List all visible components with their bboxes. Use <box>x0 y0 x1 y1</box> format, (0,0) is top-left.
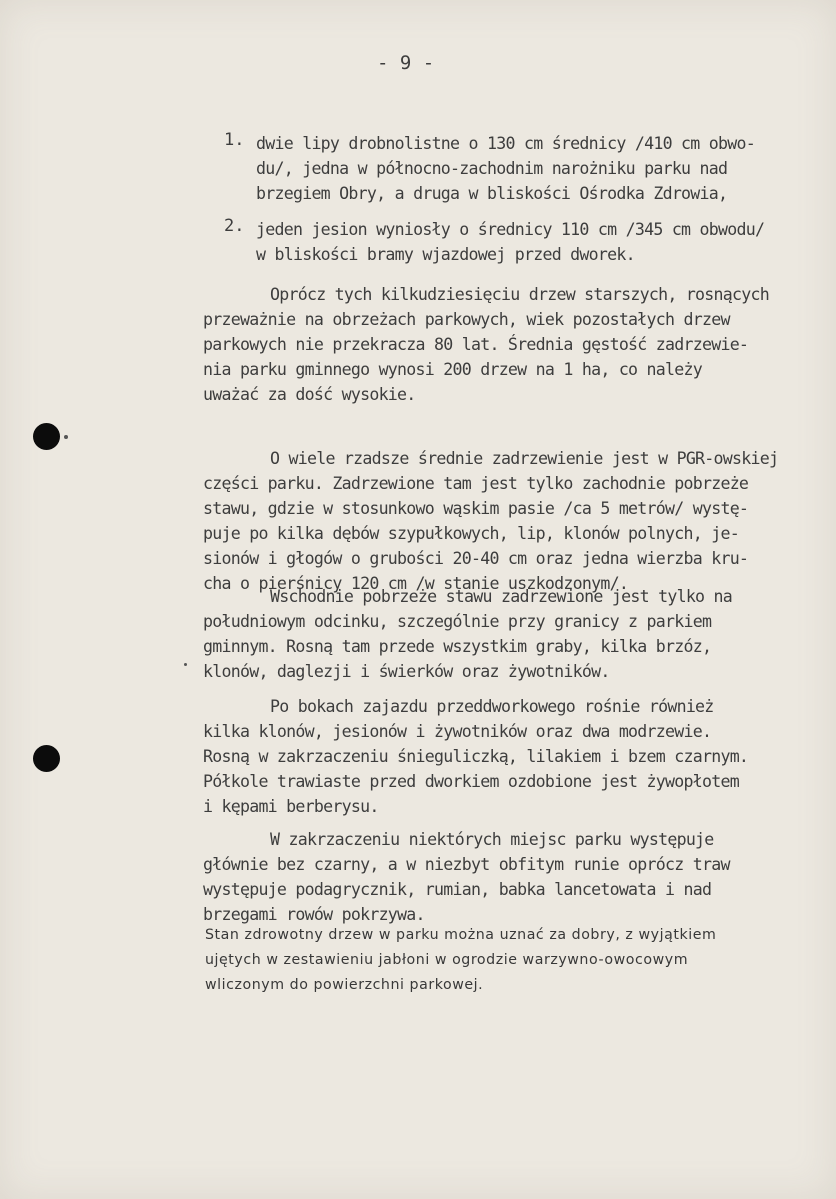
text-line: dwie lipy drobnolistne o 130 cm średnicy /410 cm obwo- <box>256 134 755 153</box>
text-line: Rosną w zakrzaczeniu śnieguliczką, lilakiem i bzem czarnym. <box>203 747 749 766</box>
text-line: cha o pierśnicy 120 cm /w stanie uszkodzonym/. <box>203 574 629 593</box>
text-line: kilka klonów, jesionów i żywotników oraz dwa modrzewie. <box>203 722 712 741</box>
text-line: Stan zdrowotny drzew w parku można uznać za dobry, z wyjątkiem <box>205 927 717 943</box>
text-line: przeważnie na obrzeżach parkowych, wiek pozostałych drzew <box>203 310 730 329</box>
text-line: uważać za dość wysokie. <box>203 385 416 404</box>
margin-speck <box>64 435 68 439</box>
text-line: części parku. Zadrzewione tam jest tylko zachodnie pobrzeże <box>203 474 749 493</box>
text-line: du/, jedna w północno-zachodnim narożniku parku nad <box>256 159 728 178</box>
text-line: południowym odcinku, szczególnie przy granicy z parkiem <box>203 612 712 631</box>
text-line: w bliskości bramy wjazdowej przed dworek. <box>256 245 635 264</box>
text-line: klonów, daglezji i świerków oraz żywotników. <box>203 662 610 681</box>
text-line: Wschodnie pobrzeże stawu zadrzewione jest tylko na <box>270 587 733 606</box>
punch-hole-lower <box>33 745 60 772</box>
text-line: brzegami rowów pokrzywa. <box>203 905 425 924</box>
text-line: nia parku gminnego wynosi 200 drzew na 1 ha, co należy <box>203 360 702 379</box>
text-line: i kępami berberysu. <box>203 797 379 816</box>
text-line: puje po kilka dębów szypułkowych, lip, klonów polnych, je- <box>203 524 739 543</box>
text-line: występuje podagrycznik, rumian, babka lancetowata i nad <box>203 880 712 899</box>
text-line: W zakrzaczeniu niektórych miejsc parku występuje <box>270 830 714 849</box>
text-line: Półkole trawiaste przed dworkiem ozdobione jest żywopłotem <box>203 772 739 791</box>
text-line: gminnym. Rosną tam przede wszystkim graby, kilka brzóz, <box>203 637 712 656</box>
list-item-number: 2. <box>224 216 245 236</box>
text-line: ujętych w zestawieniu jabłoni w ogrodzie warzywno-owocowym <box>205 952 689 968</box>
margin-speck <box>184 663 187 666</box>
text-line: stawu, gdzie w stosunkowo wąskim pasie /ca 5 metrów/ wystę- <box>203 499 749 518</box>
text-line: jeden jesion wyniosły o średnicy 110 cm /345 cm obwodu/ <box>256 220 765 239</box>
list-item-number: 1. <box>224 130 245 150</box>
text-line: wliczonym do powierzchni parkowej. <box>205 977 484 993</box>
text-line: O wiele rzadsze średnie zadrzewienie jest w PGR-owskiej <box>270 449 779 468</box>
text-line: parkowych nie przekracza 80 lat. Średnia gęstość zadrzewie- <box>203 335 749 354</box>
text-line: brzegiem Obry, a druga w bliskości Ośrodka Zdrowia, <box>256 184 728 203</box>
text-line: głównie bez czarny, a w niezbyt obfitym runie oprócz traw <box>203 855 730 874</box>
punch-hole-upper <box>33 423 60 450</box>
text-line: sionów i głogów o grubości 20-40 cm oraz jedna wierzba kru- <box>203 549 749 568</box>
text-line: Oprócz tych kilkudziesięciu drzew starszych, rosnących <box>270 285 769 304</box>
text-line: Po bokach zajazdu przeddworkowego rośnie również <box>270 697 714 716</box>
page-number: - 9 - <box>377 52 435 74</box>
